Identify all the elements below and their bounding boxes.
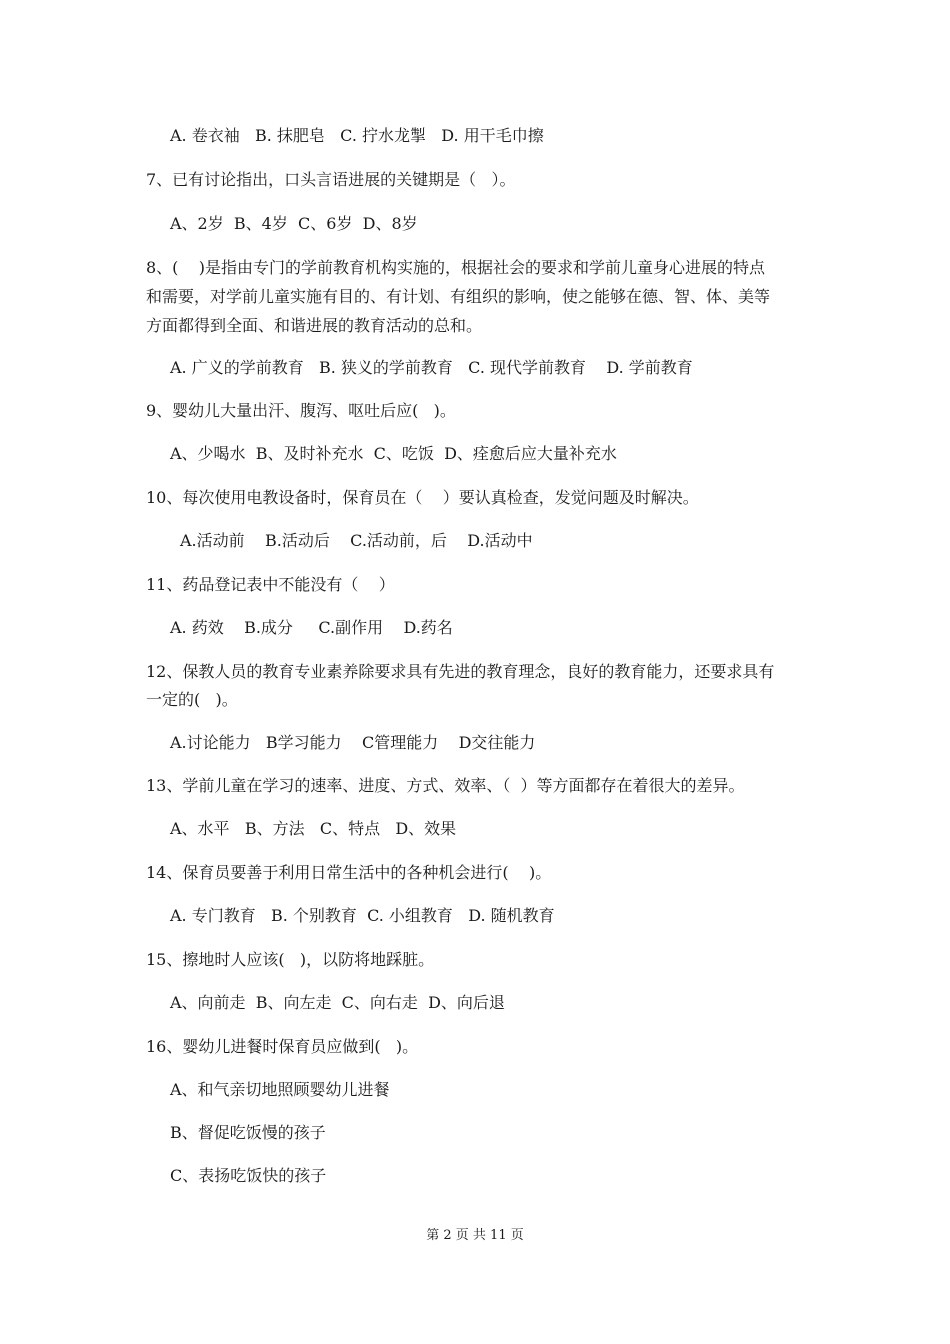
q16-option-c: C、表扬吃饭快的孩子 bbox=[170, 1166, 327, 1185]
question-12-line-2: 一定的( )。 bbox=[146, 690, 238, 709]
question-11: 11、药品登记表中不能没有（ ） bbox=[146, 575, 395, 594]
question-13: 13、学前儿童在学习的速率、进度、方式、效率、（ ）等方面都存在着很大的差异。 bbox=[146, 776, 745, 795]
q11-options: A. 药效 B.成分 C.副作用 D.药名 bbox=[170, 618, 453, 637]
q16-option-a: A、和气亲切地照顾婴幼儿进餐 bbox=[170, 1080, 390, 1099]
q6-options: A. 卷衣袖 B. 抹肥皂 C. 拧水龙掣 D. 用干毛巾擦 bbox=[170, 126, 544, 145]
question-12-line-1: 12、保教人员的教育专业素养除要求具有先进的教育理念，良好的教育能力，还要求具有 bbox=[146, 662, 775, 681]
question-7: 7、已有讨论指出，口头言语进展的关键期是（ ）。 bbox=[146, 170, 516, 189]
q9-options: A、少喝水 B、及时补充水 C、吃饭 D、痊愈后应大量补充水 bbox=[170, 444, 617, 463]
question-15: 15、擦地时人应该( )，以防将地踩脏。 bbox=[146, 950, 435, 969]
question-8-line-1: 8、( )是指由专门的学前教育机构实施的，根据社会的要求和学前儿童身心进展的特点 bbox=[146, 258, 766, 277]
q16-option-b: B、督促吃饭慢的孩子 bbox=[170, 1123, 326, 1142]
question-16: 16、婴幼儿进餐时保育员应做到( )。 bbox=[146, 1037, 419, 1056]
q7-options: A、2岁 B、4岁 C、6岁 D、8岁 bbox=[170, 214, 418, 233]
page-footer: 第 2 页 共 11 页 bbox=[426, 1228, 524, 1243]
question-14: 14、保育员要善于利用日常生活中的各种机会进行( )。 bbox=[146, 863, 552, 882]
q12-options: A.讨论能力 B学习能力 C管理能力 D交往能力 bbox=[170, 733, 536, 752]
q14-options: A. 专门教育 B. 个别教育 C. 小组教育 D. 随机教育 bbox=[170, 906, 555, 925]
question-8-line-2: 和需要，对学前儿童实施有目的、有计划、有组织的影响，使之能够在德、智、体、美等 bbox=[146, 287, 771, 306]
question-9: 9、婴幼儿大量出汗、腹泻、呕吐后应( )。 bbox=[146, 401, 456, 420]
q15-options: A、向前走 B、向左走 C、向右走 D、向后退 bbox=[170, 993, 505, 1012]
q10-options: A.活动前 B.活动后 C.活动前，后 D.活动中 bbox=[180, 531, 533, 550]
q13-options: A、水平 B、方法 C、特点 D、效果 bbox=[170, 819, 457, 838]
q8-options: A. 广义的学前教育 B. 狭义的学前教育 C. 现代学前教育 D. 学前教育 bbox=[170, 358, 693, 377]
question-8-line-3: 方面都得到全面、和谐进展的教育活动的总和。 bbox=[146, 316, 483, 335]
question-10: 10、每次使用电教设备时，保育员在（ ）要认真检查，发觉问题及时解决。 bbox=[146, 488, 699, 507]
